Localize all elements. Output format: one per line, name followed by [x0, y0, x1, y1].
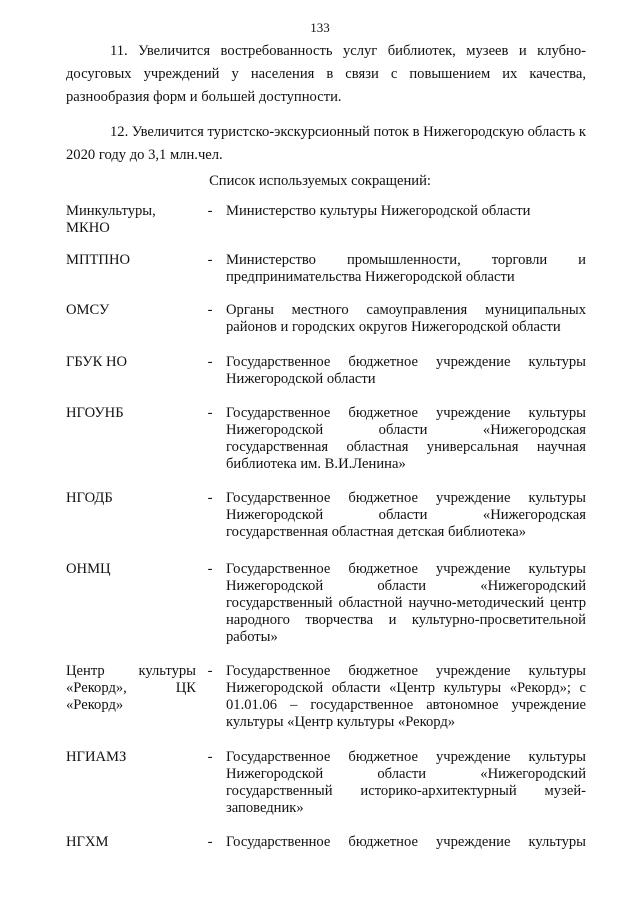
- abbreviation-term: ГБУК НО: [66, 354, 128, 370]
- abbreviation-term: НГОУНБ: [66, 405, 124, 421]
- abbreviation-definition: Государственное бюджетное учреждение культуры: [226, 834, 586, 850]
- abbreviation-term: ОМСУ: [66, 302, 110, 318]
- abbreviation-term: НГОДБ: [66, 490, 113, 506]
- entry-dash: -: [207, 252, 213, 268]
- abbreviation-term: Центр культуры «Рекорд», ЦК «Рекорд»: [66, 663, 196, 713]
- abbreviation-definition: Государственное бюджетное учреждение культуры Нижегородской области «Нижегородская государственная областная детская библиотека»: [226, 490, 586, 540]
- abbreviation-term: Минкультуры, МКНО: [66, 203, 156, 236]
- entry-dash: -: [207, 663, 213, 679]
- abbreviation-definition: Органы местного самоуправления муниципальных районов и городских округов Нижегородской области: [226, 302, 586, 335]
- entry-dash: -: [207, 490, 213, 506]
- entry-dash: -: [207, 561, 213, 577]
- abbreviation-term: НГИАМЗ: [66, 749, 127, 765]
- paragraph-12: 12. Увеличится туристско-экскурсионный поток в Нижегородскую область к 2020 году до 3,1 млн.чел.: [66, 124, 586, 163]
- paragraph-11: 11. Увеличится востребованность услуг библиотек, музеев и клубно-досуговых учреждений у населения в связи с повышением их качества, разнообразия форм и большей доступности.: [66, 43, 586, 105]
- abbreviation-term: МПТПНО: [66, 252, 131, 268]
- abbreviations-list-title: Список используемых сокращений:: [209, 173, 431, 189]
- abbreviation-definition: Государственное бюджетное учреждение культуры Нижегородской области: [226, 354, 586, 387]
- entry-dash: -: [207, 834, 213, 850]
- entry-dash: -: [207, 354, 213, 370]
- entry-dash: -: [207, 302, 213, 318]
- entry-dash: -: [207, 203, 213, 219]
- page-number: 133: [310, 20, 330, 35]
- abbreviation-definition: Министерство культуры Нижегородской области: [226, 203, 531, 219]
- entry-dash: -: [207, 405, 213, 421]
- abbreviation-definition: Государственное бюджетное учреждение культуры Нижегородской области «Нижегородский государственный историко-архитектурный музей-заповедник»: [226, 749, 586, 816]
- abbreviation-term: НГХМ: [66, 834, 109, 850]
- abbreviation-term: ОНМЦ: [66, 561, 111, 577]
- abbreviation-definition: Государственное бюджетное учреждение культуры Нижегородской области «Центр культуры «Рекорд»; с 01.01.06 – государственное автономное учреждение культуры «Центр культуры «Рекорд»: [226, 663, 586, 730]
- entry-dash: -: [207, 749, 213, 765]
- abbreviation-definition: Государственное бюджетное учреждение культуры Нижегородской области «Нижегородский государственный областной научно-методический центр народного творчества и культурно-просветительной работы»: [226, 561, 586, 645]
- abbreviation-definition: Министерство промышленности, торговли и предпринимательства Нижегородской области: [226, 252, 586, 285]
- abbreviation-definition: Государственное бюджетное учреждение культуры Нижегородской области «Нижегородская государственная областная универсальная научная библиотека им. В.И.Ленина»: [226, 405, 586, 472]
